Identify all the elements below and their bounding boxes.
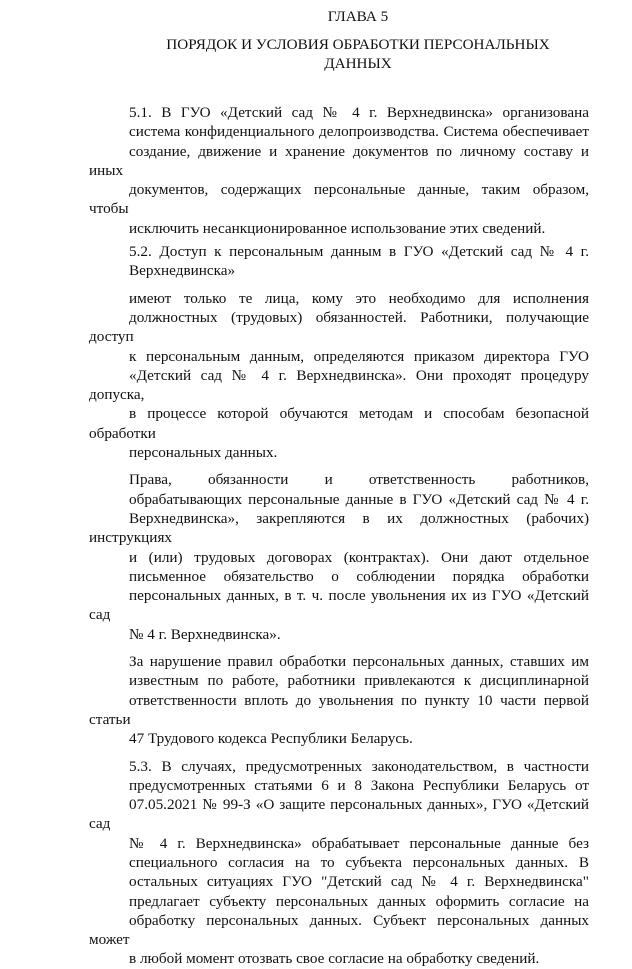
text-line: должностных (трудовых) обязанностей. Работники, получающие доступ bbox=[89, 308, 589, 346]
text-line: За нарушение правил обработки персональных данных, ставших им bbox=[129, 653, 589, 671]
text-line: создание, движение и хранение документов по личному составу и иных bbox=[89, 142, 589, 179]
paragraph-5-3 bbox=[89, 757, 589, 969]
paragraph-rights bbox=[89, 470, 589, 644]
document-body bbox=[89, 103, 589, 969]
text-line: специального согласия на то субъекта персональных данных. В bbox=[129, 853, 589, 871]
text-line: известным по работе, работники привлекаются к дисциплинарной bbox=[129, 672, 589, 690]
paragraph-violation bbox=[89, 652, 589, 748]
chapter-heading: ГЛАВА 5 bbox=[327, 8, 389, 25]
chapter-title-line: ДАННЫХ bbox=[324, 54, 392, 72]
text-line: система конфиденциального делопроизводства. Система обеспечивает bbox=[129, 123, 589, 141]
text-line: исключить несанкционированное использование этих сведений. bbox=[129, 219, 546, 237]
text-line: № 4 г. Верхнедвинска» обрабатывает персональные данные без bbox=[129, 834, 589, 852]
text-line: 47 Трудового кодекса Республики Беларусь. bbox=[129, 730, 413, 748]
text-line: ответственности вплоть до увольнения по пункту 10 части первой статьи bbox=[89, 691, 589, 728]
text-line: «Детский сад № 4 г. Верхнедвинска». Они проходят процедуру допуска, bbox=[89, 366, 589, 404]
chapter-title-line: ПОРЯДОК И УСЛОВИЯ ОБРАБОТКИ ПЕРСОНАЛЬНЫХ bbox=[166, 36, 550, 53]
text-line: и (или) трудовых договорах (контрактах). Они дают отдельное bbox=[129, 548, 589, 566]
text-line: 5.2. Доступ к персональным данным в ГУО «Детский сад № 4 г. bbox=[129, 243, 589, 261]
paragraph-5-2 bbox=[89, 242, 589, 281]
text-line: предлагает субъекту персональных данных оформить согласие на bbox=[129, 892, 589, 910]
text-line: № 4 г. Верхнедвинска». bbox=[129, 625, 281, 643]
text-line: 07.05.2021 № 99-З «О защите персональных данных», ГУО «Детский сад bbox=[89, 796, 589, 833]
text-line: Права, обязанности и ответственность работников, bbox=[129, 471, 589, 489]
text-line: персональных данных, в т. ч. после увольнения их из ГУО «Детский сад bbox=[89, 587, 589, 624]
text-line: 5.1. В ГУО «Детский сад № 4 г. Верхнедвинска» организована bbox=[129, 104, 589, 121]
text-line: к персональным данным, определяются приказом директора ГУО bbox=[129, 347, 589, 365]
text-line: в любой момент отозвать свое согласие на обработку сведений. bbox=[129, 950, 540, 968]
text-line: обрабатывающих персональные данные в ГУО «Детский сад № 4 г. bbox=[129, 490, 589, 508]
paragraph-access bbox=[89, 289, 589, 463]
text-line: Верхнедвинска» bbox=[129, 262, 236, 280]
text-line: в процессе которой обучаются методам и способам безопасной обработки bbox=[89, 405, 589, 442]
text-line: остальных ситуациях ГУО "Детский сад № 4 г. Верхнедвинска" bbox=[129, 873, 589, 891]
text-line: 5.3. В случаях, предусмотренных законодательством, в частности bbox=[129, 757, 589, 775]
chapter-title bbox=[0, 36, 632, 73]
text-line: предусмотренных статьями 6 и 8 Закона Республики Беларусь от bbox=[129, 776, 589, 794]
text-line: документов, содержащих персональные данные, таким образом, чтобы bbox=[89, 181, 589, 218]
text-line: имеют только те лица, кому это необходимо для исполнения bbox=[129, 289, 589, 307]
text-line: персональных данных. bbox=[129, 444, 278, 462]
paragraph-5-1 bbox=[89, 103, 589, 238]
text-line: письменное обязательство о соблюдении порядка обработки bbox=[129, 567, 589, 585]
text-line: Верхнедвинска», закрепляются в их должностных (рабочих) инструкциях bbox=[89, 509, 589, 547]
text-line: обработку персональных данных. Субъект персональных данных может bbox=[89, 911, 589, 949]
